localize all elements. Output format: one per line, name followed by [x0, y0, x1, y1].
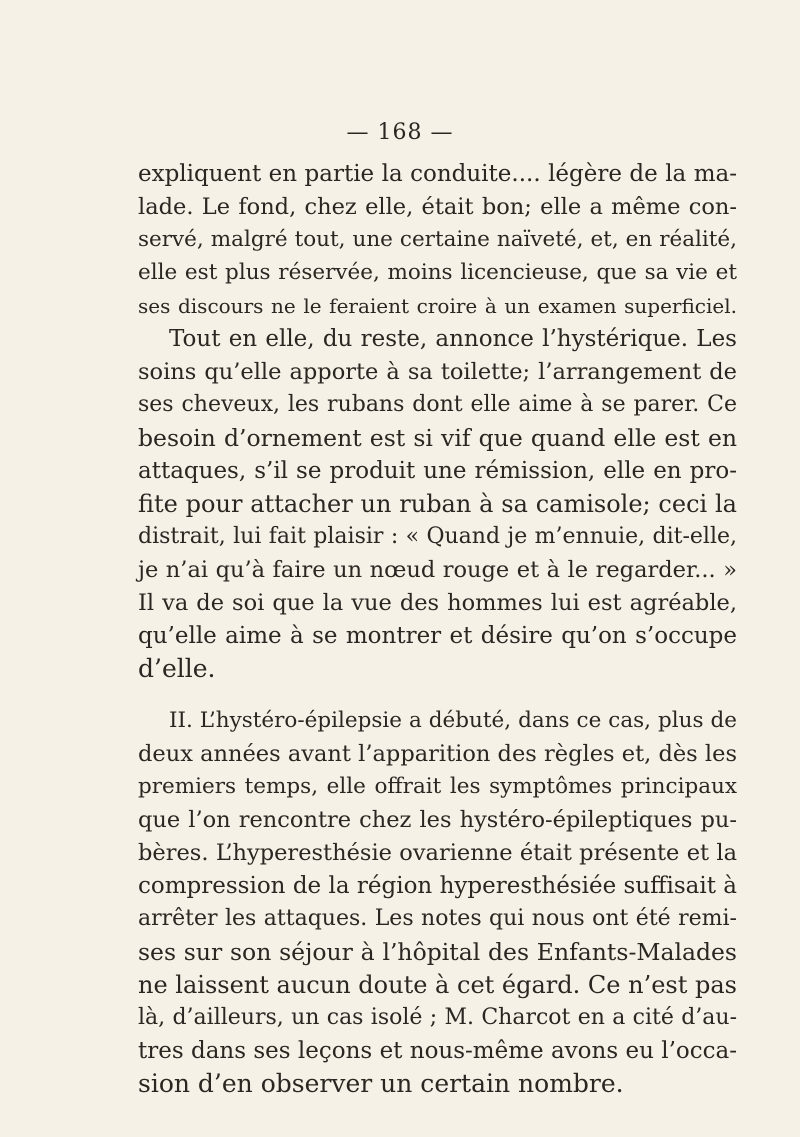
- text-line: ses sur son séjour à l’hôpital des Enfants-Malades: [138, 938, 737, 966]
- text-line: là, d’ailleurs, un cas isolé ; M. Charcot en a cité d’au-: [138, 1005, 737, 1030]
- text-line: arrêter les attaques. Les notes qui nous ont été remi-: [138, 906, 737, 931]
- text-line: attaques, s’il se produit une rémission, elle en pro-: [138, 458, 737, 484]
- text-line: expliquent en partie la conduite.... légère de la ma-: [138, 161, 737, 187]
- text-line: tres dans ses leçons et nous-même avons eu l’occa-: [138, 1038, 737, 1064]
- page-number: — 168 —: [346, 120, 454, 145]
- text-line: Il va de soi que la vue des hommes lui est agréable,: [138, 590, 737, 616]
- text-line: compression de la région hyperesthésiée suffisait à: [138, 873, 737, 899]
- text-line: bères. L’hyperesthésie ovarienne était présente et la: [138, 840, 737, 866]
- text-line: soins qu’elle apporte à sa toilette; l’arrangement de: [138, 359, 737, 385]
- text-line: fite pour attacher un ruban à sa camisole; ceci la: [138, 490, 737, 518]
- text-line: II. L’hystéro-épilepsie a débuté, dans ce cas, plus de: [169, 708, 737, 733]
- text-line: premiers temps, elle offrait les symptômes principaux: [138, 774, 737, 799]
- text-line: ses discours ne le feraient croire à un examen superficiel.: [138, 294, 737, 318]
- text-line: servé, malgré tout, une certaine naïveté, et, en réalité,: [138, 227, 737, 252]
- text-line: je n’ai qu’à faire un nœud rouge et à le regarder... »: [138, 557, 737, 583]
- text-line: besoin d’ornement est si vif que quand elle est en: [138, 424, 737, 452]
- text-line: Tout en elle, du reste, annonce l’hystérique. Les: [169, 326, 737, 352]
- text-line: elle est plus réservée, moins licencieuse, que sa vie et: [138, 260, 737, 285]
- text-line: d’elle.: [138, 654, 216, 683]
- text-line: que l’on rencontre chez les hystéro-épileptiques pu-: [138, 807, 737, 833]
- text-line: sion d’en observer un certain nombre.: [138, 1069, 624, 1098]
- text-line: ses cheveux, les rubans dont elle aime à se parer. Ce: [138, 392, 737, 417]
- text-line: lade. Le fond, chez elle, était bon; elle a même con-: [138, 194, 737, 220]
- text-line: distrait, lui fait plaisir : « Quand je m’ennuie, dit-elle,: [138, 524, 737, 549]
- text-line: deux années avant l’apparition des règles et, dès les: [138, 741, 737, 767]
- text-line: ne laissent aucun doute à cet égard. Ce n’est pas: [138, 971, 737, 999]
- text-line: qu’elle aime à se montrer et désire qu’on s’occupe: [138, 623, 737, 649]
